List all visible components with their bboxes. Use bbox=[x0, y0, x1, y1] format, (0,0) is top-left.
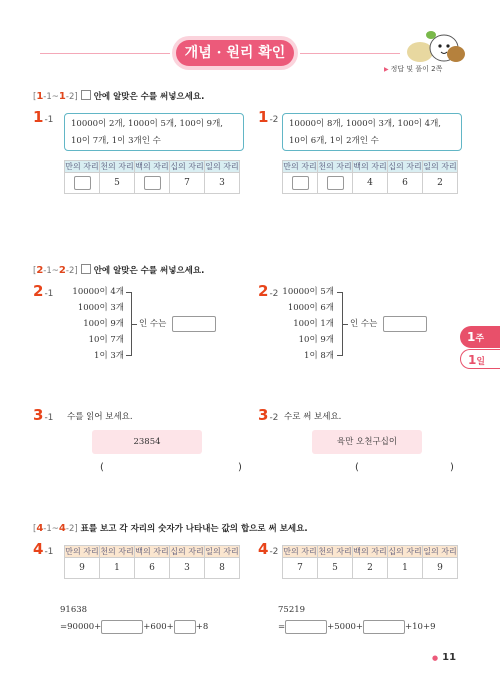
statement-line: 10이 7개, 1이 3개인 수 bbox=[71, 136, 161, 146]
value-cell: 5 bbox=[318, 558, 353, 579]
sum-line: 1이 8개 bbox=[304, 351, 334, 361]
side-tab-week: 1주 bbox=[460, 326, 500, 348]
answer-box[interactable] bbox=[74, 176, 91, 190]
section-num-sep: -1~ bbox=[43, 524, 59, 534]
section-num: 1 bbox=[58, 91, 66, 102]
dot-icon: ● bbox=[432, 654, 439, 662]
statement-box-1-1 bbox=[64, 113, 244, 151]
expansion-4-1 bbox=[60, 619, 208, 635]
given-words-3-2: 육만 오천구십이 bbox=[312, 430, 422, 454]
section-heading-2 bbox=[33, 264, 204, 276]
result-label-2-2: 인 수는 bbox=[350, 319, 378, 329]
value-cell: 2 bbox=[353, 558, 388, 579]
blank-square-icon bbox=[81, 90, 91, 100]
statement-line: 10이 6개, 1이 2개인 수 bbox=[289, 136, 379, 146]
sum-line: 10000이 4개 bbox=[72, 287, 124, 297]
header-cell: 십의 자리 bbox=[170, 162, 204, 171]
header-cell: 천의 자리 bbox=[318, 547, 352, 556]
bracket-close: ] bbox=[74, 266, 78, 276]
section-num: 4 bbox=[58, 523, 66, 534]
problem-number-4-1: 4-1 bbox=[33, 540, 54, 558]
value-cell: 4 bbox=[353, 173, 388, 194]
page-title: 개념 · 원리 확인 bbox=[176, 40, 294, 66]
number-4-1: 91638 bbox=[60, 605, 88, 615]
place-value-table-1-2 bbox=[282, 160, 458, 194]
header-cell: 백의 자리 bbox=[353, 162, 387, 171]
header-cell: 천의 자리 bbox=[318, 162, 352, 171]
result-label-2-1: 인 수는 bbox=[139, 319, 167, 329]
sum-line: 10이 7개 bbox=[88, 335, 124, 345]
expansion-text: +600+ bbox=[143, 622, 174, 632]
paren-open: ( bbox=[100, 462, 104, 473]
bracket-tick bbox=[343, 324, 348, 325]
problem-number-2-2: 2-2 bbox=[258, 282, 279, 300]
problem-number-3-1: 3-1 bbox=[33, 406, 54, 424]
bracket-open: [ bbox=[33, 92, 37, 102]
header-cell: 일의 자리 bbox=[205, 162, 239, 171]
bracket-open: [ bbox=[33, 266, 37, 276]
header-cell: 백의 자리 bbox=[353, 547, 387, 556]
value-cell bbox=[318, 173, 353, 194]
answer-reference bbox=[384, 64, 442, 74]
header-line-right bbox=[300, 53, 400, 54]
sum-line: 1이 3개 bbox=[94, 351, 124, 361]
header-cell: 십의 자리 bbox=[388, 162, 422, 171]
given-number-3-1: 23854 bbox=[92, 430, 202, 454]
problem-number-4-2: 4-2 bbox=[258, 540, 279, 558]
sum-line: 10000이 5개 bbox=[282, 287, 334, 297]
bracket-tick bbox=[132, 324, 137, 325]
reference-text: 정답 및 풀이 2쪽 bbox=[390, 65, 443, 73]
answer-box[interactable] bbox=[144, 176, 161, 190]
answer-box[interactable] bbox=[363, 620, 405, 634]
expansion-text: = bbox=[278, 622, 286, 632]
statement-line: 10000이 2개, 1000이 5개, 100이 9개, bbox=[71, 119, 224, 129]
section-instruction: 안에 알맞은 수를 써넣으세요. bbox=[93, 92, 205, 102]
section-num-sub: -2 bbox=[65, 524, 75, 534]
problem-number-2-1: 2-1 bbox=[33, 282, 54, 300]
value-cell bbox=[283, 173, 318, 194]
header-cell: 십의 자리 bbox=[388, 547, 422, 556]
answer-box[interactable] bbox=[285, 620, 327, 634]
paren-close: ) bbox=[450, 462, 454, 473]
header-cell: 만의 자리 bbox=[65, 162, 99, 171]
bracket-close: ] bbox=[74, 92, 78, 102]
paren-open: ( bbox=[355, 462, 359, 473]
bracket-close: ] bbox=[74, 524, 78, 534]
value-cell: 2 bbox=[423, 173, 458, 194]
value-cell: 7 bbox=[283, 558, 318, 579]
paren-close: ) bbox=[238, 462, 242, 473]
place-value-table-4-1 bbox=[64, 545, 240, 579]
problem-number-3-2: 3-2 bbox=[258, 406, 279, 424]
sum-line: 10이 9개 bbox=[298, 335, 334, 345]
sum-line: 100이 1개 bbox=[293, 319, 334, 329]
value-cell: 3 bbox=[205, 173, 240, 194]
value-cell: 7 bbox=[170, 173, 205, 194]
value-cell: 1 bbox=[388, 558, 423, 579]
problem-number-1-1: 1-1 bbox=[33, 108, 54, 126]
value-cell: 6 bbox=[135, 558, 170, 579]
section-num: 1 bbox=[36, 91, 44, 102]
header-cell: 천의 자리 bbox=[100, 162, 134, 171]
section-instruction: 표를 보고 각 자리의 숫자가 나타내는 값의 합으로 써 보세요. bbox=[80, 524, 308, 534]
answer-box-2-1[interactable] bbox=[172, 316, 216, 332]
header-cell: 만의 자리 bbox=[65, 547, 99, 556]
value-cell: 9 bbox=[423, 558, 458, 579]
section-instruction: 안에 알맞은 수를 써넣으세요. bbox=[93, 266, 205, 276]
value-cell bbox=[65, 173, 100, 194]
instruction-3-2: 수로 써 보세요. bbox=[284, 412, 342, 422]
value-cell: 3 bbox=[170, 558, 205, 579]
section-num-sep: -1~ bbox=[43, 92, 59, 102]
value-cell: 6 bbox=[388, 173, 423, 194]
sum-line: 100이 9개 bbox=[83, 319, 124, 329]
statement-box-1-2 bbox=[282, 113, 462, 151]
answer-field-3-1[interactable] bbox=[110, 462, 234, 476]
section-num: 2 bbox=[58, 265, 66, 276]
side-tab-day: 1일 bbox=[460, 349, 500, 369]
section-num-sub: -2 bbox=[65, 92, 75, 102]
answer-box[interactable] bbox=[292, 176, 309, 190]
expansion-text: +8 bbox=[195, 622, 209, 632]
expansion-text: +10+9 bbox=[405, 622, 436, 632]
section-heading-4 bbox=[33, 522, 308, 534]
answer-box[interactable] bbox=[327, 176, 344, 190]
value-cell: 9 bbox=[65, 558, 100, 579]
header-cell: 백의 자리 bbox=[135, 547, 169, 556]
bracket-open: [ bbox=[33, 524, 37, 534]
section-num: 2 bbox=[36, 265, 44, 276]
expansion-text: =90000+ bbox=[60, 622, 102, 632]
answer-box[interactable] bbox=[174, 620, 196, 634]
sum-list-2-1 bbox=[60, 284, 124, 364]
header-cell: 천의 자리 bbox=[100, 547, 134, 556]
answer-field-3-2[interactable] bbox=[365, 462, 447, 476]
value-cell: 5 bbox=[100, 173, 135, 194]
place-value-table-4-2 bbox=[282, 545, 458, 579]
header-cell: 만의 자리 bbox=[283, 547, 317, 556]
header-cell: 백의 자리 bbox=[135, 162, 169, 171]
expansion-text: +5000+ bbox=[327, 622, 364, 632]
instruction-3-1: 수를 읽어 보세요. bbox=[67, 412, 133, 422]
expansion-4-2 bbox=[278, 619, 435, 635]
sum-line: 1000이 6개 bbox=[287, 303, 334, 313]
section-num-sub: -2 bbox=[65, 266, 75, 276]
value-cell bbox=[135, 173, 170, 194]
answer-box-2-2[interactable] bbox=[383, 316, 427, 332]
header-cell: 일의 자리 bbox=[423, 162, 457, 171]
sum-line: 1000이 3개 bbox=[77, 303, 124, 313]
header-cell: 일의 자리 bbox=[205, 547, 239, 556]
statement-line: 10000이 8개, 1000이 3개, 100이 4개, bbox=[289, 119, 442, 129]
header-cell: 십의 자리 bbox=[170, 547, 204, 556]
section-heading-1 bbox=[33, 90, 204, 102]
number-4-2: 75219 bbox=[278, 605, 306, 615]
value-cell: 8 bbox=[205, 558, 240, 579]
answer-box[interactable] bbox=[101, 620, 143, 634]
triangle-icon: ▶ bbox=[384, 66, 389, 73]
header-cell: 만의 자리 bbox=[283, 162, 317, 171]
section-num: 4 bbox=[36, 523, 44, 534]
header-line-left bbox=[40, 53, 170, 54]
mascot-illustration-icon bbox=[404, 26, 466, 64]
sum-list-2-2 bbox=[278, 284, 334, 364]
header-cell: 일의 자리 bbox=[423, 547, 457, 556]
section-num-sep: -1~ bbox=[43, 266, 59, 276]
blank-square-icon bbox=[81, 264, 91, 274]
place-value-table-1-1 bbox=[64, 160, 240, 194]
page-number: ● 11 bbox=[432, 652, 457, 663]
problem-number-1-2: 1-2 bbox=[258, 108, 279, 126]
value-cell: 1 bbox=[100, 558, 135, 579]
